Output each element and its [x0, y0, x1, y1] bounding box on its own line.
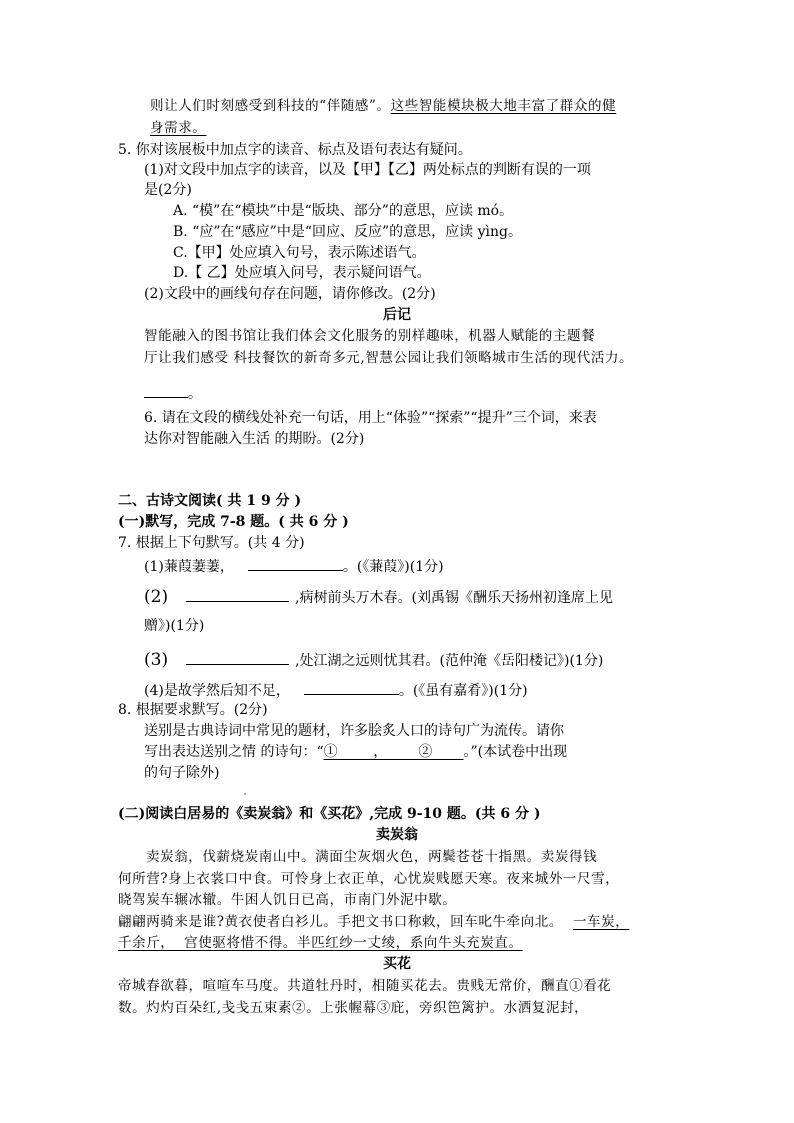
- poem-line: 何所营?身上衣裳口中食。可怜身上衣正单，心忧炭贱愿天寒。夜来城外一尺雪，: [118, 871, 620, 887]
- question-7-item-4: (4)是故学然后知不足， 。(《虽有嘉肴》)(1分): [144, 680, 528, 700]
- underlined-sentence: 这些智能模块极大地丰富了群众的健: [390, 98, 617, 114]
- answer-blank[interactable]: [248, 556, 343, 571]
- section-heading-houji: 后记: [383, 307, 411, 323]
- poem-line: [118, 934, 523, 952]
- poem-line: 数。灼灼百朵红,戋戋五束素②。上张幄幕③庇，旁织笆篱护。水洒复泥封，: [118, 1000, 589, 1016]
- subsection-2-heading: (二)阅读白居易的《卖炭翁》和《买花》,完成 9-10 题。(共 6 分 ): [118, 806, 541, 822]
- question-8-title: 8. 根据要求默写。(2分): [118, 702, 268, 718]
- question-8-prompt-cont: 写出表达送别之情 的诗句：“① ， ② 。”(本试卷中出现: [144, 744, 568, 760]
- answer-blank[interactable]: [186, 650, 289, 665]
- underlined-sentence: 千余斤， 宫使驱将惜不得。半匹红纱一丈绫，系向牛头充炭直。: [118, 935, 523, 951]
- underlined-sentence: 身需求。: [150, 120, 207, 136]
- question-5-part-1: (1)对文段中加点字的读音，以及【甲】【乙】两处标点的判断有误的一项: [144, 162, 591, 178]
- question-5-title: 5. 你对该展板中加点字的读音、标点及语句表达有疑问。: [118, 142, 472, 158]
- passage-line: [150, 97, 616, 115]
- poem-line: 卖炭翁，伐薪烧炭南山中。满面尘灰烟火色，两鬓苍苍十指黑。卖炭得钱: [146, 849, 598, 865]
- question-8-prompt-end: 的句子除外): [144, 765, 220, 781]
- question-6-cont: 达你对智能融入生活 的期盼。(2分): [144, 431, 365, 447]
- poem-title-maitanweng: 卖炭翁: [376, 827, 418, 843]
- poem-title-maihua: 买花: [383, 956, 411, 972]
- section-2-heading: 二、古诗文阅读( 共 1 9 分 ): [118, 493, 302, 509]
- poem-line: 翩翩两骑来是谁?黄衣使者白衫儿。手把文书口称敕，回车叱牛牵向北。 一车炭，: [118, 914, 630, 930]
- question-7-item-3: (3) ,处江湖之远则忧其君。(范仲淹《岳阳楼记》)(1分): [144, 650, 604, 670]
- option-d: D.【 乙】处应填入问号，表示疑问语气。: [173, 265, 431, 281]
- poem-line: 帝城春欲暮，喧喧车马度。共道牡丹时，相随买花去。贵贱无常价，酬直①看花: [118, 978, 612, 994]
- underlined-sentence: 一车炭，: [572, 914, 630, 930]
- question-5-part-1-cont: 是(2分): [144, 182, 192, 198]
- passage-line: 厅让我们感受 科技餐饮的新奇多元,智慧公园让我们领略城市生活的现代活力。: [144, 350, 634, 366]
- option-b: B. “应”在“感应”中是“回应、反应”的意思，应读 yìng。: [173, 224, 522, 240]
- answer-blank[interactable]: [144, 383, 188, 398]
- scan-speck: [244, 793, 246, 795]
- passage-line: 智能融入的图书馆让我们体会文化服务的别样趣味，机器人赋能的主题餐: [144, 328, 596, 344]
- option-c: C.【甲】处应填入句号，表示陈述语气。: [173, 245, 426, 261]
- option-a: A. “模”在“模块”中是“版块、部分”的意思，应读 mó。: [173, 203, 514, 219]
- answer-blank-line: 。: [144, 383, 202, 403]
- poem-line: 晓驾炭车辗冰辙。牛困人饥日已高，市南门外泥中歇。: [118, 892, 457, 908]
- passage-line: [150, 119, 206, 137]
- question-6-title: 6. 请在文段的横线处补充一句话，用上“体验”“探索”“提升”三个词，来表: [144, 410, 597, 426]
- answer-blank[interactable]: [186, 587, 289, 602]
- subsection-1-heading: (一)默写，完成 7-8 题。( 共 6 分 ): [118, 514, 349, 530]
- passage-text: 则让人们时刻感受到科技的“伴随感”。: [150, 98, 391, 114]
- question-7-item-1: (1)蒹葭萋萋， 。(《蒹葭》)(1分): [144, 556, 444, 576]
- answer-blank[interactable]: [304, 680, 399, 695]
- question-7-item-2: (2) ,病树前头万木春。(刘禹锡《酬乐天扬州初逢席上见: [144, 587, 614, 607]
- question-5-part-2: (2)文段中的画线句存在问题，请你修改。(2分): [144, 286, 436, 302]
- answer-blank[interactable]: ① ， ②: [323, 744, 464, 760]
- question-7-item-2-cont: 赠》)(1分): [144, 618, 205, 634]
- question-7-title: 7. 根据上下句默写。(共 4 分): [118, 535, 305, 551]
- question-8-prompt: 送别是古典诗词中常见的题材，许多脍炙人口的诗句广为流传。请你: [144, 723, 564, 739]
